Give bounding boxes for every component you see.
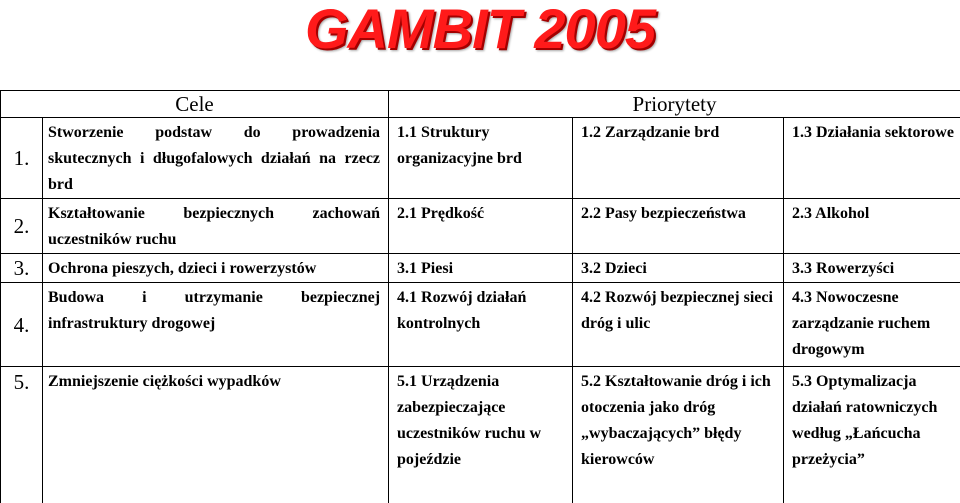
goal-text: Kształtowanie bezpiecznych zachowań uczestników ruchu	[43, 199, 389, 254]
table-row	[1, 283, 960, 367]
goal-number: 5.	[1, 367, 43, 503]
goals-priorities-table	[0, 90, 960, 503]
table-row	[1, 367, 960, 503]
header-goals: Cele	[1, 91, 389, 118]
priority-cell: 5.2 Kształtowanie dróg i ich otoczenia jako dróg „wybaczających” błędy kierowców	[573, 367, 784, 503]
priority-cell: 5.1 Urządzenia zabezpieczające uczestników ruchu w pojeździe	[389, 367, 573, 503]
goal-text: Zmniejszenie ciężkości wypadków	[43, 367, 389, 503]
priority-cell: 1.1 Struktury organizacyjne brd	[389, 118, 573, 199]
header-priorities: Priorytety	[389, 91, 960, 118]
goal-text: Stworzenie podstaw do prowadzenia skutecznych i długofalowych działań na rzecz brd	[43, 118, 389, 199]
priority-cell: 4.2 Rozwój bezpiecznej sieci dróg i ulic	[573, 283, 784, 367]
priority-cell: 3.3 Rowerzyści	[784, 254, 960, 283]
priority-cell: 2.3 Alkohol	[784, 199, 960, 254]
goal-text: Budowa i utrzymanie bezpiecznej infrastruktury drogowej	[43, 283, 389, 367]
priority-cell: 1.2 Zarządzanie brd	[573, 118, 784, 199]
table-header-row	[1, 91, 960, 118]
priority-cell: 3.1 Piesi	[389, 254, 573, 283]
priority-cell: 2.2 Pasy bezpieczeństwa	[573, 199, 784, 254]
table-row	[1, 118, 960, 199]
priority-cell: 2.1 Prędkość	[389, 199, 573, 254]
priority-cell: 1.3 Działania sektorowe	[784, 118, 960, 199]
goal-number: 1.	[1, 118, 43, 199]
goal-text: Ochrona pieszych, dzieci i rowerzystów	[43, 254, 389, 283]
priority-cell: 4.3 Nowoczesne zarządzanie ruchem drogowym	[784, 283, 960, 367]
goal-number: 3.	[1, 254, 43, 283]
goal-number: 2.	[1, 199, 43, 254]
priority-cell: 5.3 Optymalizacja działań ratowniczych według „Łańcucha przeżycia”	[784, 367, 960, 503]
table-row	[1, 199, 960, 254]
page-title: GAMBIT 2005	[0, 0, 960, 58]
goal-number: 4.	[1, 283, 43, 367]
priority-cell: 4.1 Rozwój działań kontrolnych	[389, 283, 573, 367]
table-row	[1, 254, 960, 283]
priority-cell: 3.2 Dzieci	[573, 254, 784, 283]
